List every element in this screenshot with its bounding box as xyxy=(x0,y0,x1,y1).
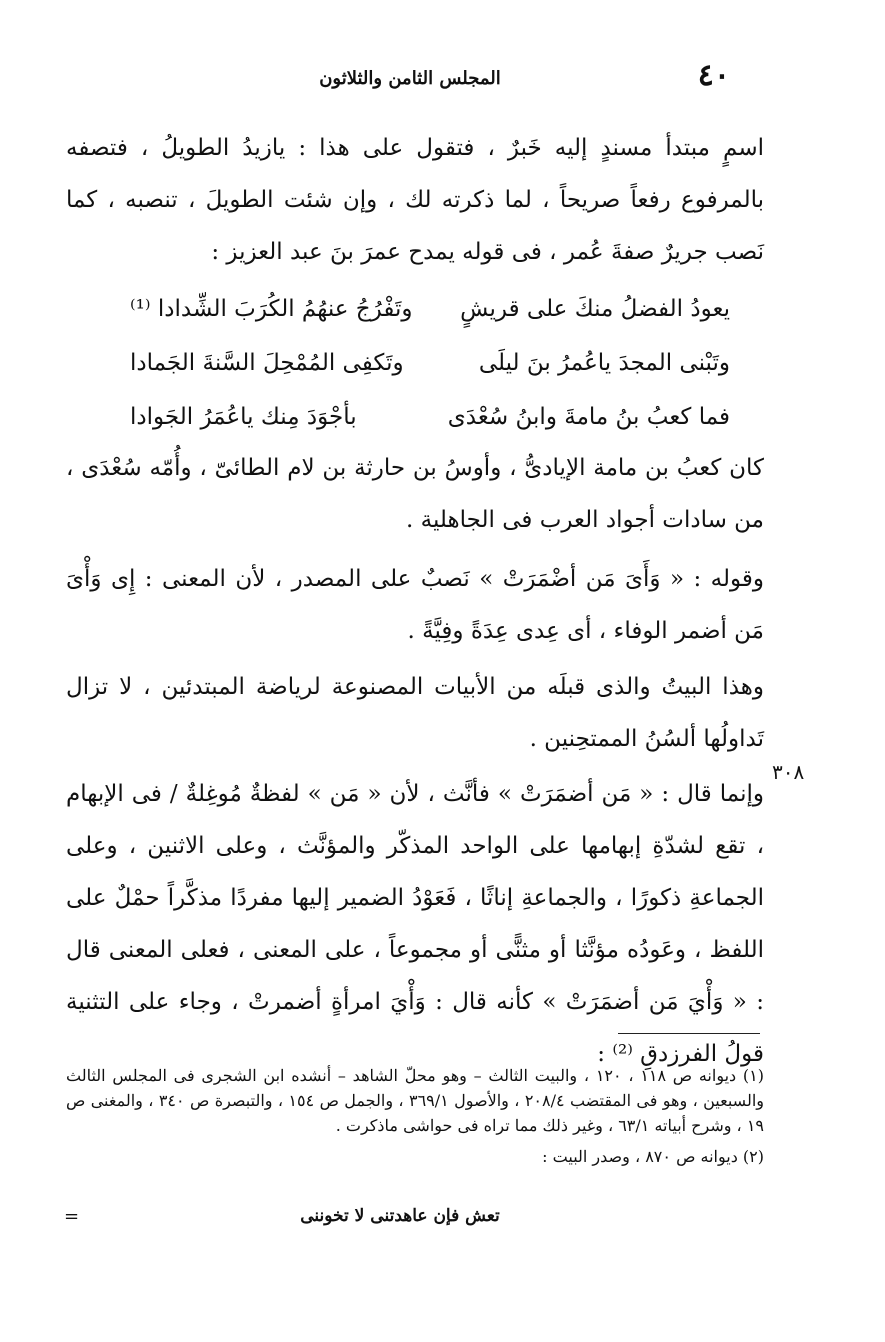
verse-second-half: وتَكفِى المُمْحِلَ السَّنةَ الجَمادا xyxy=(130,350,404,376)
paragraph-text: وهذا البيتُ والذى قبلَه من الأبيات المصنوعة لرياضة المبتدئين ، لا تزال تَداولُها ألسُنُ الممتحِنين . xyxy=(66,674,764,752)
footnotes xyxy=(66,1063,764,1175)
page-number: ٤٠ xyxy=(697,58,730,93)
poem-verses xyxy=(130,282,730,444)
running-title: المجلس الثامن والثلاثون xyxy=(319,68,501,89)
footnote: (٢) ديوانه ص ٨٧٠ ، وصدر البيت : xyxy=(542,1147,764,1166)
footnote: (١) ديوانه ص ١١٨ ، ١٢٠ ، والبيت الثالث – وهو محلّ الشاهد – أنشده ابن الشجرى فى المجلس الثالث والسبعين ، وهو فى المقتضب ٢٠٨/٤ ، والأصول ٣٦٩/١ ، والجمل ص ١٥٤ ، والتبصرة ص ٣٤٠ ، والمغنى ص ١٩ ، وشرح أبياته ٦٣/١ ، وغير ذلك مما تراه فى حواشى ماذكرت . xyxy=(66,1066,765,1135)
paragraph xyxy=(66,442,764,546)
verse-line xyxy=(130,336,730,390)
margin-page-reference: ٣٠٨ xyxy=(772,760,805,784)
paragraph xyxy=(66,553,764,657)
footnote-verse: تعش فإن عاهدتنى لا تخوننى xyxy=(300,1206,500,1226)
paragraph xyxy=(66,122,764,278)
paragraph xyxy=(66,661,764,765)
verse-second-half: بأجْوَدَ مِنك ياعُمَرُ الجَوادا xyxy=(130,404,357,430)
paragraph-text: اسمٍ مبتدأ مسندٍ إليه خَبرٌ ، فتقول على هذا : يازيدُ الطويلُ ، فتصفه بالمرفوع رفعاً صريحاً ، لما ذكرته لك ، وإن شئت الطويلَ ، تنصبه ، كما نَصب جريرٌ صفةَ عُمر ، فى قوله يمدح عمرَ بنَ عبد العزيز : xyxy=(66,135,764,265)
verse-second-half: وتَفْرُجُ عنهُمُ الكُرَبَ الشِّدادا ⁽¹⁾ xyxy=(130,296,413,322)
verse-first-half: وتَبْنى المجدَ ياعُمرُ بنَ ليلَى xyxy=(478,350,730,376)
verse-line xyxy=(130,282,730,336)
verse-first-half: فما كعبُ بنُ مامةَ وابنُ سُعْدَى xyxy=(447,404,730,430)
paragraph-text: وإنما قال : « مَن أضمَرَتْ » فأنَّث ، لأن « مَن » لفظةٌ مُوغِلةٌ / فى الإبهام ، تقع لشدّةِ إبهامها على الواحد المذكّر والمؤنَّث ، وعلى الاثنين ، وعلى الجماعةِ ذكورًا ، والجماعةِ إناثًا ، فَعَوْدُ الضمير إليها مفردًا مذكَّراً حمْلٌ على اللفظ ، وعَودُه مؤنَّثا أو مثنًّى أو مجموعاً ، على المعنى ، فعلى المعنى قال : « وَأْيَ مَن أضمَرَتْ » كأنه قال : وَأْيَ امرأةٍ أضمرتْ ، وجاء على التثنية قولُ الفرزدقِ ⁽²⁾ : xyxy=(66,781,764,1067)
paragraph-text: وقوله : « وَأَىَ مَن أضْمَرَتْ » نَصبٌ على المصدر ، لأن المعنى : إِى وَأْىَ مَن أضمر الوفاء ، أى عِدى عِدَةً وفِيَّةً . xyxy=(66,566,764,644)
footnote-separator xyxy=(618,1033,760,1034)
page-header xyxy=(60,58,760,98)
verse-first-half: يعودُ الفضلُ منكَ على قريشٍ xyxy=(460,296,730,322)
paragraph-text: كان كعبُ بن مامة الإيادىُّ ، وأوسُ بن حارثة بن لام الطائىّ ، وأُمّه سُعْدَى ، من سادات أجواد العرب فى الجاهلية . xyxy=(66,455,764,533)
verse-line xyxy=(130,390,730,444)
continuation-mark: = xyxy=(64,1206,80,1227)
